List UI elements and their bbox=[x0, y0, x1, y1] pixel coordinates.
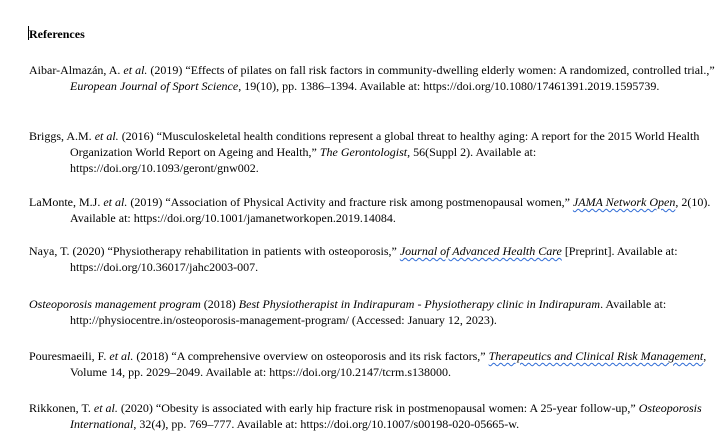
ref-details: [Preprint]. Available at: https://doi.org/10.36017/jahc2003-007. bbox=[70, 244, 678, 274]
reference-entry bbox=[29, 194, 725, 226]
ref-et-al: et al. bbox=[94, 129, 119, 143]
ref-details: , 19(10), pp. 1386–1394. Available at: https://doi.org/10.1080/17461391.2019.1595739. bbox=[238, 79, 660, 93]
ref-title: (2020) “Obesity is associated with early hip fracture risk in postmenopausal women: A 25-year follow-up,” bbox=[117, 401, 639, 415]
reference-entry bbox=[29, 348, 725, 380]
ref-journal: Journal of Advanced Health Care bbox=[399, 244, 562, 258]
ref-et-al: et al. bbox=[93, 401, 118, 415]
reference-entry bbox=[29, 400, 725, 432]
ref-journal: Osteoporosis International bbox=[70, 401, 702, 431]
ref-year: (2018) bbox=[200, 297, 239, 311]
ref-title: (2016) “Musculoskeletal health conditions represent a global threat to healthy aging: A report for the 2015 World Health Organization World Report on Ageing and Health,” bbox=[70, 129, 700, 159]
ref-details: . Available at: http://physiocentre.in/osteoporosis-management-program/ (Accessed: January 12, 2023). bbox=[70, 297, 667, 327]
references-heading: References bbox=[29, 27, 85, 41]
ref-authors: Briggs, A.M. bbox=[29, 129, 95, 143]
reference-entry bbox=[29, 128, 725, 176]
ref-authors: Rikkonen, T. bbox=[29, 401, 94, 415]
ref-details: , 56(Suppl 2). Available at: https://doi.org/10.1093/geront/gnw002. bbox=[70, 145, 537, 175]
ref-details: , 32(4), pp. 769–777. Available at: https://doi.org/10.1007/s00198-020-05665-w. bbox=[133, 417, 520, 431]
ref-authors: Pouresmaeili, F. bbox=[29, 349, 110, 363]
ref-details: , Volume 14, pp. 2029–2049. Available at: https://doi.org/10.2147/tcrm.s138000. bbox=[70, 349, 707, 379]
ref-website-title: Osteoporosis management program bbox=[29, 297, 201, 311]
reference-entry bbox=[29, 62, 725, 94]
ref-title: (2019) “Association of Physical Activity and fracture risk among postmenopausal women,” bbox=[127, 195, 573, 209]
ref-authors: LaMonte, M.J. bbox=[29, 195, 104, 209]
ref-et-al: et al. bbox=[103, 195, 128, 209]
ref-journal: Therapeutics and Clinical Risk Management bbox=[488, 349, 704, 363]
ref-et-al: et al. bbox=[123, 63, 148, 77]
ref-title: (2018) “A comprehensive overview on osteoporosis and its risk factors,” bbox=[133, 349, 489, 363]
ref-authors: Naya, T. (2020) “Physiotherapy rehabilitation in patients with osteoporosis,” bbox=[29, 244, 400, 258]
ref-site-name: Best Physiotherapist in Indirapuram - Physiotherapy clinic in Indirapuram bbox=[238, 297, 601, 311]
ref-journal: The Gerontologist bbox=[319, 145, 408, 159]
reference-entry bbox=[29, 296, 725, 328]
ref-details: , 2(10). Available at: https://doi.org/10.1001/jamanetworkopen.2019.14084. bbox=[70, 195, 711, 225]
ref-authors: Aibar-Almazán, A. bbox=[29, 63, 124, 77]
ref-journal: JAMA Network Open bbox=[572, 195, 676, 209]
ref-title: (2019) “Effects of pilates on fall risk factors in community-dwelling elderly women: A randomized, controlled trial.,” bbox=[147, 63, 715, 77]
ref-et-al: et al. bbox=[109, 349, 134, 363]
ref-journal: European Journal of Sport Science bbox=[70, 79, 239, 93]
reference-entry bbox=[29, 243, 725, 275]
